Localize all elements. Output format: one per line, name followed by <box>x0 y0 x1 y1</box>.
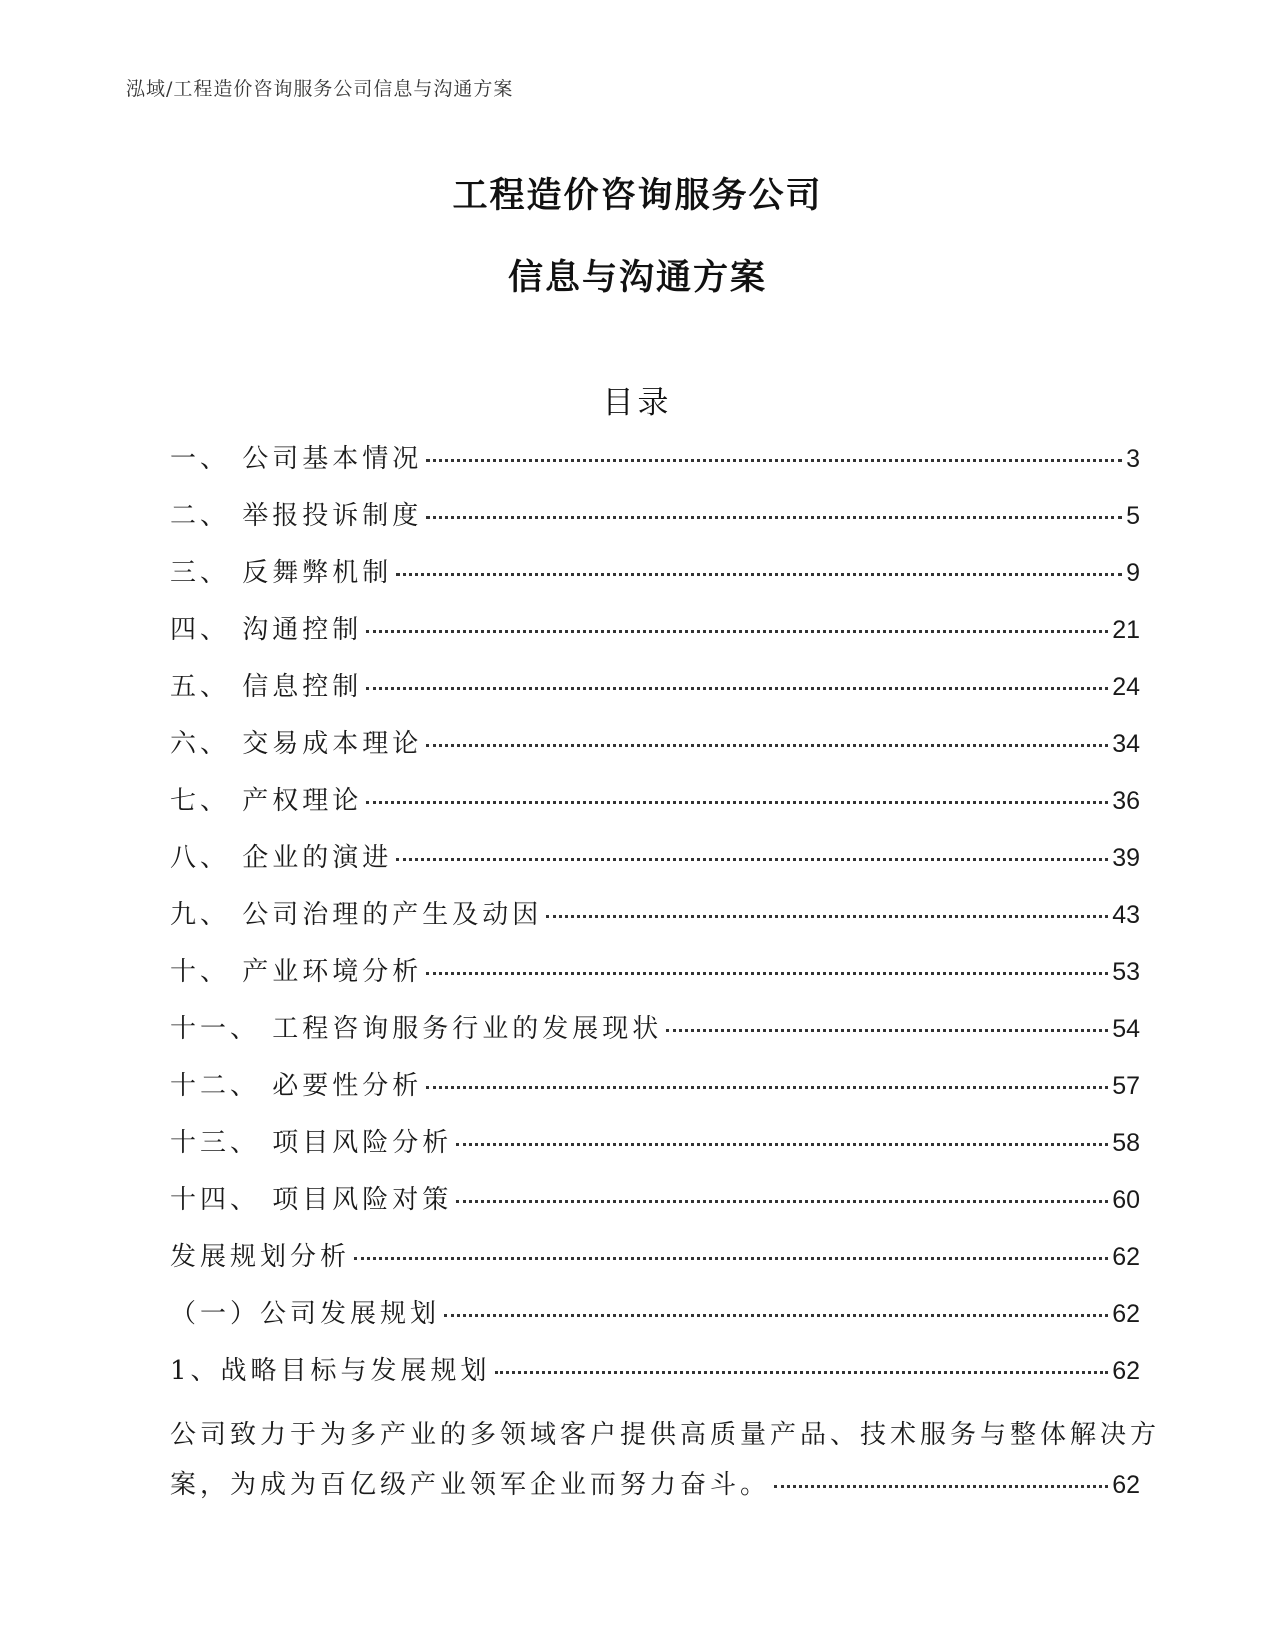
toc-entry-label: 八、 企业的演进 <box>170 843 393 873</box>
toc-leader-dots <box>426 459 1122 462</box>
toc-entry-label: 三、 反舞弊机制 <box>170 558 393 588</box>
toc-leader-dots <box>426 972 1108 975</box>
toc-entry-page: 62 <box>1112 1243 1140 1271</box>
toc-paragraph-line[interactable]: 公司致力于为多产业的多领域客户提供高质量产品、技术服务与整体解决方 <box>170 1420 1161 1450</box>
toc-entry[interactable] <box>170 609 1140 666</box>
toc-leader-dots <box>426 1086 1108 1089</box>
toc-entry-label: 七、 产权理论 <box>170 786 363 816</box>
toc-entry-page: 62 <box>1112 1357 1140 1385</box>
toc-entry-page: 54 <box>1112 1015 1140 1043</box>
toc-entry[interactable] <box>170 1179 1140 1236</box>
toc-leader-dots <box>354 1257 1108 1260</box>
running-header: 泓域/工程造价咨询服务公司信息与沟通方案 <box>126 78 514 100</box>
toc-entry-page: 39 <box>1112 844 1140 872</box>
toc-entry-page: 57 <box>1112 1072 1140 1100</box>
toc-entry-label: 四、 沟通控制 <box>170 615 363 645</box>
toc-entry-label: 十一、 工程咨询服务行业的发展现状 <box>170 1014 663 1044</box>
toc-entry[interactable] <box>170 1236 1140 1293</box>
toc-leader-dots <box>396 858 1108 861</box>
toc-entry[interactable] <box>170 552 1140 609</box>
document-title-line-2: 信息与沟通方案 <box>507 258 767 298</box>
document-title-line-1: 工程造价咨询服务公司 <box>452 176 823 216</box>
toc-heading: 目录 <box>602 385 673 421</box>
toc-entry-label: 十、 产业环境分析 <box>170 957 423 987</box>
toc-entry[interactable] <box>170 495 1140 552</box>
toc-entry[interactable] <box>170 780 1140 837</box>
toc-leader-dots <box>426 516 1122 519</box>
toc-entry[interactable] <box>170 1065 1140 1122</box>
toc-entry-page: 24 <box>1112 673 1140 701</box>
toc-entry[interactable] <box>170 951 1140 1008</box>
toc-entry-page: 3 <box>1126 445 1140 473</box>
toc-entry-page: 62 <box>1112 1300 1140 1328</box>
toc-leader-dots <box>444 1314 1108 1317</box>
toc-entry[interactable] <box>170 1008 1140 1065</box>
toc-leader-dots <box>366 630 1108 633</box>
toc-entry-label: 1、战略目标与发展规划 <box>170 1356 491 1386</box>
toc-entry-page: 36 <box>1112 787 1140 815</box>
toc-entry[interactable] <box>170 1122 1140 1179</box>
toc-entry-page: 21 <box>1112 616 1140 644</box>
toc-leader-dots <box>456 1143 1108 1146</box>
table-of-contents <box>170 438 1161 1521</box>
toc-entry[interactable] <box>170 1464 1140 1521</box>
toc-entry-label: （一）公司发展规划 <box>170 1299 441 1329</box>
toc-entry-label: 九、 公司治理的产生及动因 <box>170 900 543 930</box>
toc-entry-label: 十三、 项目风险分析 <box>170 1128 453 1158</box>
toc-leader-dots <box>366 687 1108 690</box>
toc-entry-label: 十二、 必要性分析 <box>170 1071 423 1101</box>
toc-leader-dots <box>396 573 1122 576</box>
toc-entry-page: 5 <box>1126 502 1140 530</box>
toc-leader-dots <box>426 744 1108 747</box>
toc-entry-label: 六、 交易成本理论 <box>170 729 423 759</box>
toc-entry-label: 二、 举报投诉制度 <box>170 501 423 531</box>
toc-entry-page: 34 <box>1112 730 1140 758</box>
toc-leader-dots <box>495 1371 1109 1374</box>
toc-entry-page: 43 <box>1112 901 1140 929</box>
toc-entry[interactable] <box>170 723 1140 780</box>
toc-paragraph-line: 案，为成为百亿级产业领军企业而努力奋斗。 <box>170 1470 771 1500</box>
toc-entry[interactable] <box>170 438 1140 495</box>
toc-entry[interactable] <box>170 666 1140 723</box>
toc-entry-label: 一、 公司基本情况 <box>170 444 423 474</box>
toc-entry[interactable] <box>170 1293 1140 1350</box>
toc-entry-page: 53 <box>1112 958 1140 986</box>
toc-entry-label: 发展规划分析 <box>170 1242 351 1272</box>
toc-leader-dots <box>666 1029 1108 1032</box>
toc-entry[interactable] <box>170 894 1140 951</box>
toc-entry-page: 62 <box>1112 1471 1140 1499</box>
toc-leader-dots <box>546 915 1108 918</box>
toc-entry-page: 58 <box>1112 1129 1140 1157</box>
toc-entry[interactable] <box>170 1350 1140 1407</box>
toc-leader-dots <box>366 801 1108 804</box>
toc-entry-label: 十四、 项目风险对策 <box>170 1185 453 1215</box>
toc-entry-page: 9 <box>1126 559 1140 587</box>
toc-leader-dots <box>774 1485 1108 1488</box>
toc-entry-label: 五、 信息控制 <box>170 672 363 702</box>
toc-entry-page: 60 <box>1112 1186 1140 1214</box>
toc-leader-dots <box>456 1200 1108 1203</box>
toc-entry[interactable] <box>170 837 1140 894</box>
